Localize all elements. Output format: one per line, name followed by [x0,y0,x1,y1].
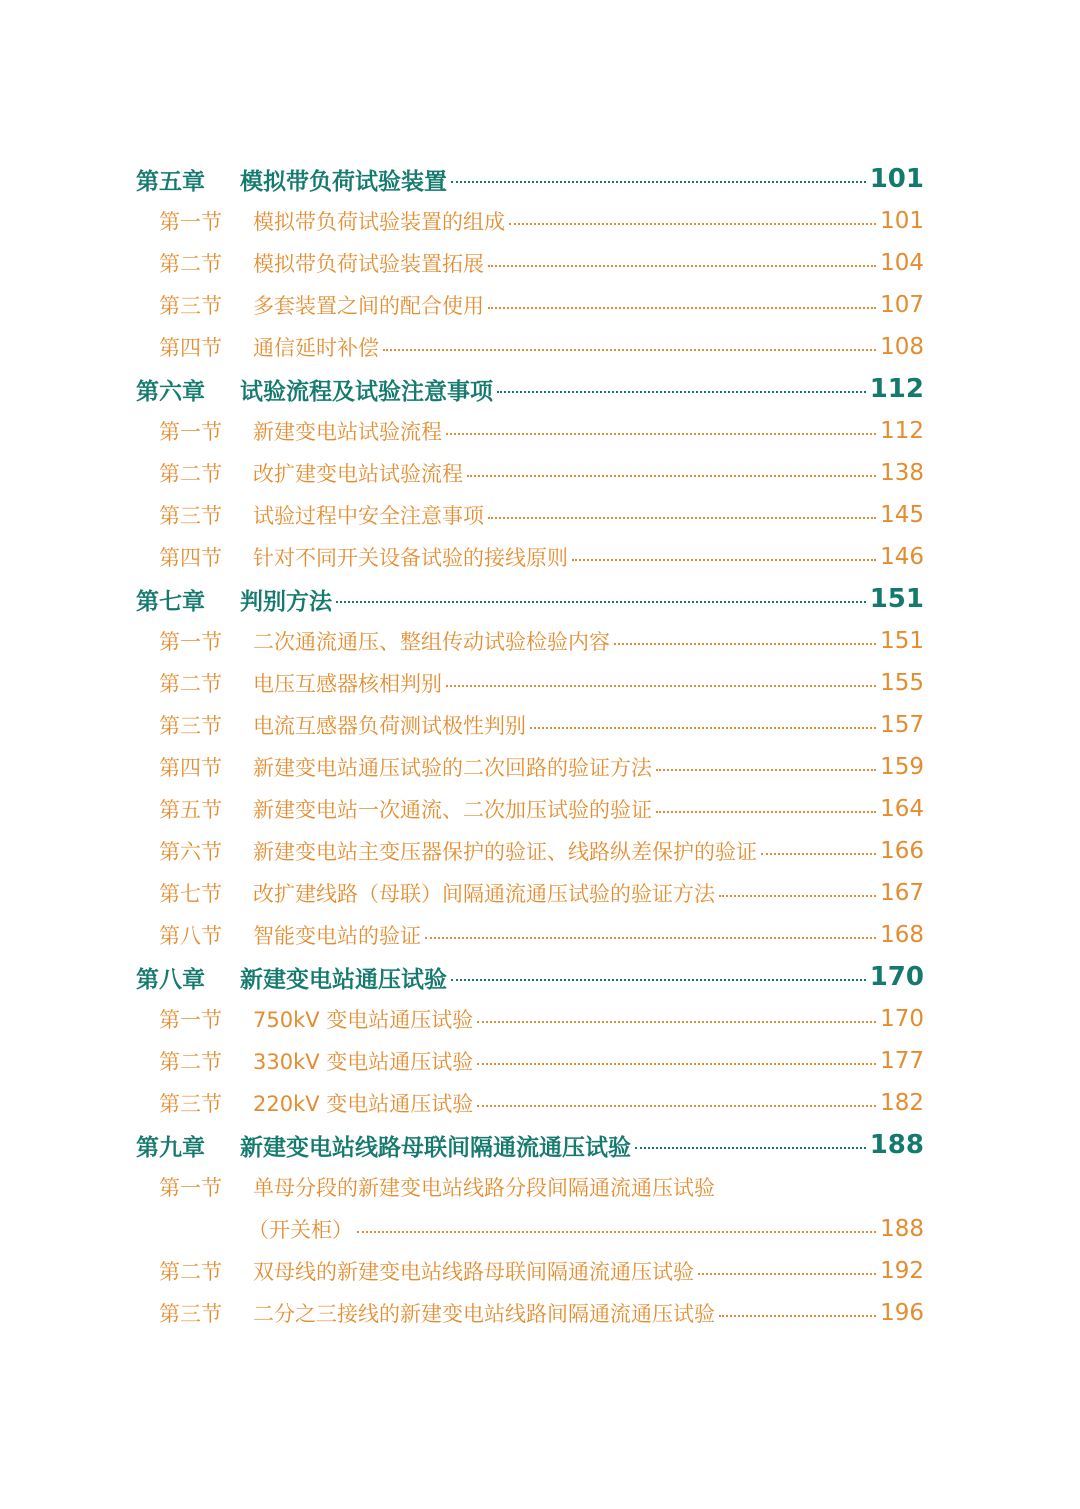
section-title: 通信延时补偿 [253,336,379,360]
dot-leader [530,727,876,729]
section-title: 二分之三接线的新建变电站线路间隔通流通压试验 [253,1302,715,1326]
dot-leader [488,307,876,309]
page-number: 146 [880,544,924,570]
dot-leader [467,475,876,477]
page-number: 192 [880,1258,924,1284]
page-number: 155 [880,670,924,696]
page-number: 112 [869,374,924,404]
chapter-title: 新建变电站通压试验 [240,966,447,993]
dot-leader [614,643,876,645]
section-title: 新建变电站主变压器保护的验证、线路纵差保护的验证 [253,840,757,864]
section-title: 220kV 变电站通压试验 [253,1092,474,1116]
page-number: 138 [880,460,924,486]
toc-chapter-row[interactable] [0,1124,1080,1166]
page-number: 112 [880,418,924,444]
toc-section-row[interactable] [0,830,1080,872]
chapter-label: 第六章 [136,378,205,405]
dot-leader [477,1105,876,1107]
toc-section-row[interactable] [0,704,1080,746]
toc-section-row[interactable] [0,200,1080,242]
toc-section-row[interactable] [0,242,1080,284]
toc-section-row[interactable] [0,746,1080,788]
section-title: 电流互感器负荷测试极性判别 [253,714,526,738]
toc-chapter-row[interactable] [0,368,1080,410]
toc-section-row[interactable] [0,1292,1080,1334]
section-label: 第六节 [159,840,222,864]
section-label: 第一节 [159,630,222,654]
chapter-label: 第七章 [136,588,205,615]
page-number: 157 [880,712,924,738]
dot-leader [488,265,876,267]
chapter-label: 第五章 [136,168,205,195]
toc-section-row[interactable] [0,494,1080,536]
dot-leader [477,1021,876,1023]
section-label: 第五节 [159,798,222,822]
section-title: 模拟带负荷试验装置拓展 [253,252,484,276]
page-number: 188 [880,1216,924,1242]
dot-leader [425,937,876,939]
toc-chapter-row[interactable] [0,578,1080,620]
section-title: 智能变电站的验证 [253,924,421,948]
dot-leader [446,685,876,687]
section-title: 二次通流通压、整组传动试验检验内容 [253,630,610,654]
chapter-title: 试验流程及试验注意事项 [240,378,493,405]
section-label: 第四节 [159,546,222,570]
page-number: 101 [880,208,924,234]
section-label: 第二节 [159,672,222,696]
toc-chapter-row[interactable] [0,158,1080,200]
page-number: 164 [880,796,924,822]
toc-section-row[interactable] [0,998,1080,1040]
section-title: 新建变电站试验流程 [253,420,442,444]
toc-section-row[interactable] [0,536,1080,578]
page-number: 145 [880,502,924,528]
dot-leader [719,895,876,897]
page-number: 104 [880,250,924,276]
section-title: 模拟带负荷试验装置的组成 [253,210,505,234]
page-number: 170 [869,962,924,992]
dot-leader [383,349,876,351]
toc-section-row[interactable] [0,662,1080,704]
toc-section-row[interactable] [0,914,1080,956]
page-number: 196 [880,1300,924,1326]
page-number: 159 [880,754,924,780]
section-title: 改扩建线路（母联）间隔通流通压试验的验证方法 [253,882,715,906]
section-label: 第三节 [159,294,222,318]
section-title: （开关柜） [248,1218,353,1242]
toc-section-row[interactable] [0,410,1080,452]
section-title: 多套装置之间的配合使用 [253,294,484,318]
section-title: 新建变电站一次通流、二次加压试验的验证 [253,798,652,822]
page-number: 188 [869,1130,924,1160]
section-label: 第二节 [159,1260,222,1284]
dot-leader [572,559,876,561]
section-label: 第一节 [159,1176,222,1200]
dot-leader [656,769,876,771]
page-number: 107 [880,292,924,318]
chapter-title: 模拟带负荷试验装置 [240,168,447,195]
dot-leader [656,811,876,813]
dot-leader [488,517,876,519]
toc-section-row[interactable] [0,872,1080,914]
section-label: 第三节 [159,1092,222,1116]
section-title: 单母分段的新建变电站线路分段间隔通流通压试验 [253,1176,715,1200]
page-number: 108 [880,334,924,360]
section-label: 第四节 [159,756,222,780]
section-label: 第二节 [159,252,222,276]
page-number: 167 [880,880,924,906]
section-label: 第四节 [159,336,222,360]
chapter-label: 第八章 [136,966,205,993]
toc-section-row[interactable] [0,1250,1080,1292]
section-label: 第三节 [159,504,222,528]
dot-leader [698,1273,876,1275]
section-label: 第二节 [159,462,222,486]
toc-section-row[interactable] [0,284,1080,326]
toc-section-row[interactable] [0,1166,1080,1208]
dot-leader [357,1231,876,1233]
toc-section-row[interactable] [0,788,1080,830]
section-label: 第一节 [159,1008,222,1032]
page-number: 170 [880,1006,924,1032]
dot-leader [635,1147,866,1149]
section-label: 第二节 [159,1050,222,1074]
page-number: 151 [880,628,924,654]
toc-section-row[interactable] [0,620,1080,662]
page-number: 151 [869,584,924,614]
section-title: 针对不同开关设备试验的接线原则 [253,546,568,570]
dot-leader [336,601,866,603]
section-title: 双母线的新建变电站线路母联间隔通流通压试验 [253,1260,694,1284]
section-title: 电压互感器核相判别 [253,672,442,696]
page-number: 177 [880,1048,924,1074]
section-title: 750kV 变电站通压试验 [253,1008,474,1032]
section-label: 第一节 [159,210,222,234]
section-label: 第八节 [159,924,222,948]
toc-section-row[interactable] [0,1082,1080,1124]
dot-leader [761,853,876,855]
toc-section-row[interactable] [0,1040,1080,1082]
section-label: 第三节 [159,1302,222,1326]
chapter-title: 判别方法 [240,588,332,615]
dot-leader [451,979,866,981]
toc-section-row[interactable] [0,1208,1080,1250]
toc-section-row[interactable] [0,326,1080,368]
section-label: 第三节 [159,714,222,738]
page-number: 101 [869,164,924,194]
page-number: 166 [880,838,924,864]
dot-leader [719,1315,876,1317]
section-title: 改扩建变电站试验流程 [253,462,463,486]
dot-leader [446,433,876,435]
toc-section-row[interactable] [0,452,1080,494]
toc-chapter-row[interactable] [0,956,1080,998]
table-of-contents [0,158,1080,1334]
section-label: 第七节 [159,882,222,906]
dot-leader [451,181,866,183]
chapter-title: 新建变电站线路母联间隔通流通压试验 [240,1134,631,1161]
page-number: 168 [880,922,924,948]
section-title: 新建变电站通压试验的二次回路的验证方法 [253,756,652,780]
dot-leader [477,1063,876,1065]
section-title: 试验过程中安全注意事项 [253,504,484,528]
page-number: 182 [880,1090,924,1116]
dot-leader [497,391,866,393]
section-title: 330kV 变电站通压试验 [253,1050,474,1074]
section-label: 第一节 [159,420,222,444]
dot-leader [509,223,876,225]
chapter-label: 第九章 [136,1134,205,1161]
